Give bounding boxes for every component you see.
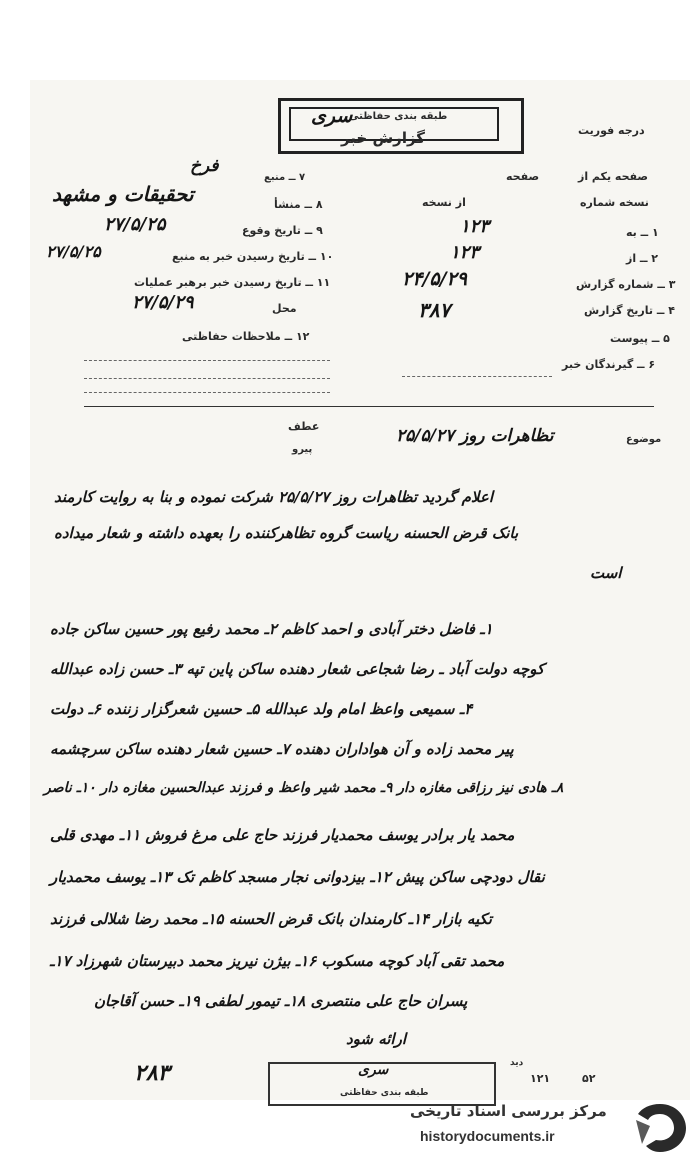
stamp-top-label: طبقه بندی حفاظتی: [349, 111, 448, 122]
follow-label: پیرو: [292, 444, 313, 455]
bottom-stamp-hand: سری: [358, 1062, 389, 1078]
body-item-line-2: کوچه دولت آباد ـ رضا شجاعی شعار دهنده ساکن پاین تپه ۳ـ حسن زاده عبدالله: [50, 660, 545, 678]
body-item-line-8: تکیه بازار ۱۴ـ کارمندان بانک قرض الحسنه ۱۵ـ محمد رضا شلالی فرزند: [50, 910, 492, 928]
field-label-origin: ۸ ــ منشأ: [274, 198, 323, 211]
archive-logo-icon: [632, 1100, 688, 1154]
notes-rule-3: [84, 392, 330, 393]
field-label-security-notes: ۱۲ ــ ملاحظات حفاظتی: [182, 330, 310, 343]
field-label-source: ۷ ــ منبع: [264, 172, 306, 183]
urgency-label: درجه فوریت: [578, 124, 645, 137]
field-value-report-date: ۳۸۷: [418, 298, 451, 322]
field-value-source: فرخ: [190, 156, 219, 176]
field-value-page: صفحه: [506, 170, 540, 183]
field-value-place: ۲۷/۵/۲۹: [132, 292, 194, 313]
footer-initials: ۲۸۳: [134, 1060, 170, 1086]
field-value-source-received: ۲۷/۵/۲۵: [46, 242, 101, 261]
body-item-line-3: ۴ـ سمیعی واعظ امام ولد عبدالله ۵ـ حسین شعرگزار زننده ۶ـ دولت: [50, 700, 473, 718]
subject-separator: [84, 406, 654, 407]
bottom-stamp-label: طبقه بندی حفاظتی: [340, 1088, 429, 1098]
footer-file-number-2: ۵۲: [582, 1072, 596, 1085]
archive-watermark: [400, 1098, 692, 1156]
field-label-recipients: ۶ ــ گیرندگان خبر: [562, 358, 656, 371]
subject-value: تظاهرات روز ۲۵/۵/۲۷: [396, 426, 554, 446]
field-value-origin: تحقیقات و مشهد: [52, 182, 194, 206]
field-value-copy-number: از نسخه: [422, 196, 466, 209]
body-item-line-10: پسران حاج علی منتصری ۱۸ـ تیمور لطفی ۱۹ـ حسن آقاجان: [94, 992, 468, 1010]
field-label-report-date: ۴ ــ تاریخ گزارش: [584, 304, 675, 317]
subject-label: موضوع: [626, 434, 662, 445]
field-label-to: ۱ ــ به: [626, 226, 659, 239]
ref-label: عطف: [288, 420, 320, 433]
body-item-line-4: پیر محمد زاده و آن هواداران دهنده ۷ـ حسین شعار دهنده ساکن سرچشمه: [50, 740, 514, 758]
body-item-line-6: محمد یار برادر یوسف محمدیار فرزند حاج علی مرغ فروش ۱۱ـ مهدی قلی: [50, 826, 515, 844]
body-item-line-5: ۸ـ هادی نیز رزاقی مغازه دار ۹ـ محمد شیر واعظ و فرزند عبدالحسین مغازه دار ۱۰ـ ناصر: [44, 780, 564, 796]
stamp-title: گزارش خبر: [341, 129, 426, 147]
body-closing: ارائه شود: [346, 1030, 407, 1048]
field-label-page: صفحه یکم از: [578, 170, 649, 183]
field-value-to: ۱۲۳: [460, 216, 490, 237]
notes-rule-2: [84, 378, 330, 379]
classification-stamp: [278, 98, 524, 154]
body-item-line-7: نقال دودچی ساکن پیش ۱۲ـ بیزدوانی نجار مسجد کاظم تک ۱۳ـ یوسف محمدیار: [50, 868, 545, 886]
field-label-from: ۲ ــ از: [626, 252, 659, 265]
body-item-line-9: محمد تقی آباد کوچه مسکوب ۱۶ـ بیژن نیریز محمد دبیرستان شهرزاد ۱۷ـ: [50, 952, 505, 970]
footer-file-number-1: ۱۲۱: [530, 1072, 551, 1085]
body-intro-line-2: بانک قرض الحسنه ریاست گروه تظاهرکننده را بعهده داشته و شعار میداده: [54, 524, 519, 542]
footer-page-mark: دید: [510, 1058, 524, 1068]
field-value-report-number: ۲۴/۵/۲۹: [402, 268, 467, 290]
body-intro-line-1: اعلام گردید تظاهرات روز ۲۵/۵/۲۷ شرکت نموده و بنا به روایت کارمند: [54, 488, 493, 506]
field-label-source-received: ۱۰ ــ تاریخ رسیدن خبر به منبع: [172, 250, 334, 263]
recipients-rule: [402, 376, 552, 377]
field-value-occurrence-date: ۲۷/۵/۲۵: [104, 214, 166, 235]
stamp-handwritten-classification: سری: [311, 105, 353, 127]
field-label-report-number: ۳ ــ شماره گزارش: [576, 278, 676, 291]
watermark-title: مرکز بررسی اسناد تاریخی: [410, 1102, 607, 1120]
notes-rule-1: [84, 360, 330, 361]
watermark-url[interactable]: historydocuments.ir: [420, 1128, 555, 1144]
field-label-place: محل: [272, 302, 297, 315]
body-intro-line-3: است: [590, 564, 622, 582]
field-label-occurrence-date: ۹ ــ تاریخ وقوع: [242, 224, 323, 237]
field-label-ops-received: ۱۱ ــ تاریخ رسیدن خبر برهبر عملیات: [134, 276, 331, 289]
field-value-from: ۱۲۳: [450, 242, 480, 263]
document-sheet: [30, 80, 690, 1100]
body-item-line-1: ۱ـ فاضل دختر آبادی و احمد کاظم ۲ـ محمد رفیع پور حسین ساکن جاده: [50, 620, 493, 638]
field-label-copy-number: نسخه شماره: [580, 196, 649, 209]
field-label-attachment: ۵ ــ پیوست: [610, 332, 670, 345]
